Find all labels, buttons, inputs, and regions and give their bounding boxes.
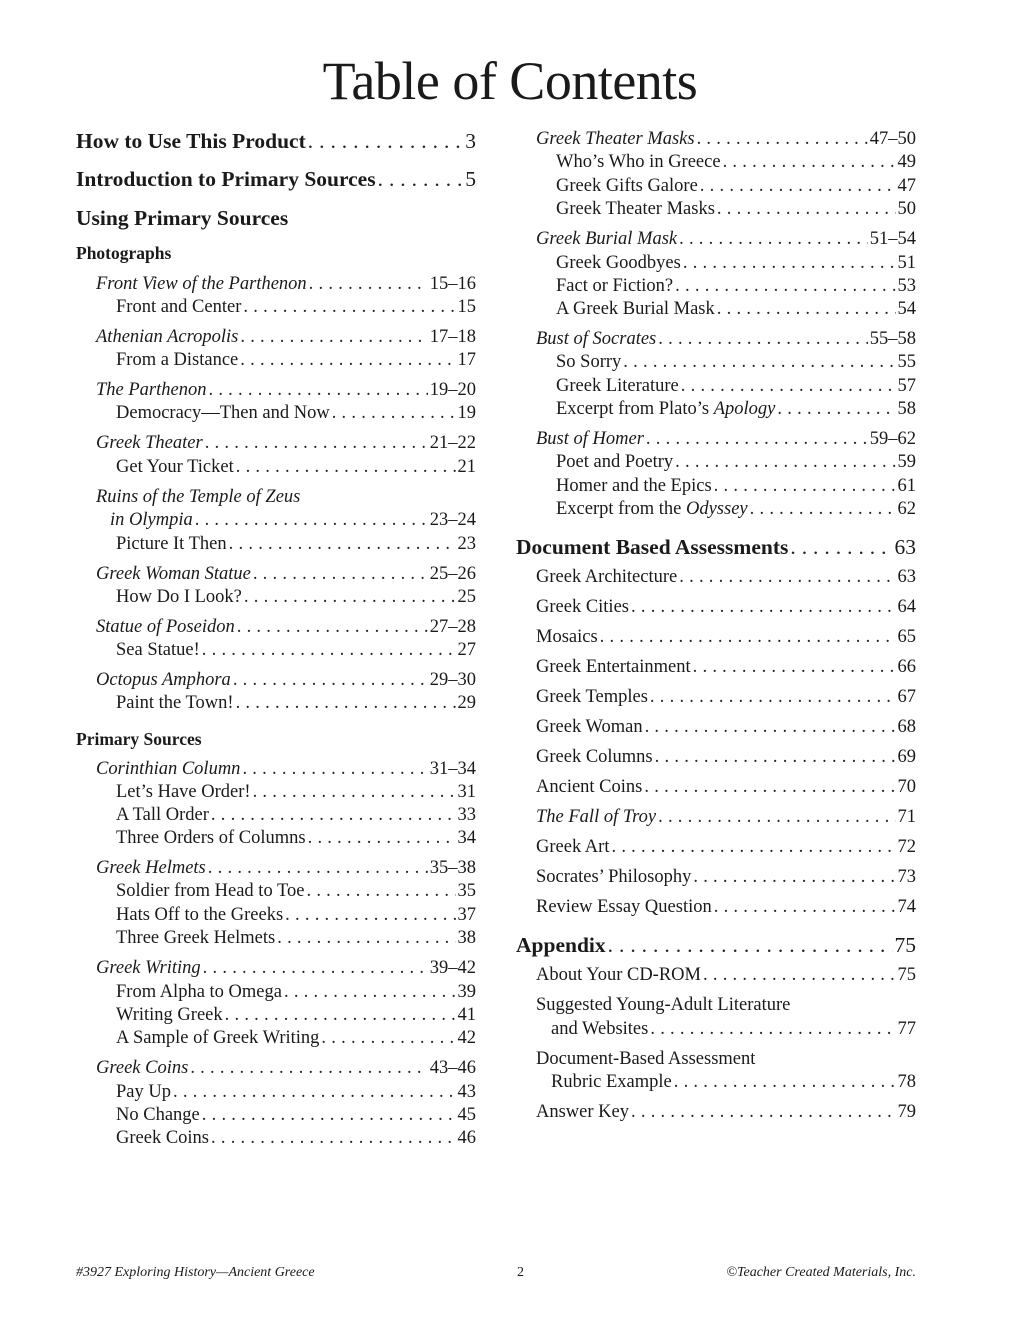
toc-entry [116,903,476,927]
dot-leader [631,595,896,619]
toc-entry-page: 75 [897,965,916,985]
toc-entry [76,727,476,751]
toc-entry-title: No Change [116,1105,200,1125]
toc-entry-title: Greek Woman Statue [96,564,251,584]
toc-entry-page: 35 [457,881,476,901]
toc-entry-title: Get Your Ticket [116,457,234,477]
dot-leader [790,533,892,561]
dot-leader [658,805,895,829]
toc-entry-title: Bust of Homer [536,429,644,449]
toc-entry-page: 27 [457,640,476,660]
toc-entry [116,803,476,827]
toc-entry-page: 70 [897,777,916,797]
dot-leader [655,745,896,769]
toc-entry [116,585,476,609]
toc-entry [96,1056,476,1080]
toc-entry-title: Ruins of the Temple of Zeus [96,487,301,507]
toc-entry [96,615,476,639]
toc-entry [116,1003,476,1027]
dot-leader [623,350,895,374]
footer-page-number: 2 [516,1265,524,1280]
dot-leader [190,1056,427,1080]
toc-entry-title: How to Use This Product [76,129,306,153]
dot-leader [717,197,896,221]
toc-entry [116,980,476,1004]
toc-entry-title: Suggested Young-Adult Literature [536,995,791,1015]
footer-copyright: ©Teacher Created Materials, Inc. [726,1265,916,1280]
toc-entry [96,668,476,692]
toc-entry [96,562,476,586]
toc-entry-title: Greek Art [536,837,610,857]
toc-entry-title: Greek Literature [556,376,679,396]
toc-entry [116,1126,476,1150]
toc-entry-title: Athenian Acropolis [96,327,239,347]
dot-leader [600,625,896,649]
toc-entry-title: Greek Temples [536,687,648,707]
toc-entry [116,780,476,804]
toc-entry-title: From a Distance [116,350,239,370]
toc-entry-page: 78 [897,1072,916,1092]
toc-entry-title: Greek Architecture [536,567,678,587]
toc-entry [536,993,916,1017]
toc-entry-title: Octopus Amphora [96,670,231,690]
toc-entry [551,1017,916,1041]
toc-entry-title: Introduction to Primary Sources [76,167,376,191]
toc-entry [76,165,476,193]
toc-entry [96,272,476,296]
toc-entry-title: Statue of Poseidon [96,617,235,637]
dot-leader [225,1003,456,1027]
dot-leader [681,374,896,398]
dot-leader [644,775,895,799]
toc-entry-title: Paint the Town! [116,693,234,713]
toc-entry-page: 53 [897,276,916,296]
toc-entry-page: 23–24 [429,510,476,530]
toc-entry-title: How Do I Look? [116,587,242,607]
toc-entry-title: Primary Sources [76,729,202,749]
toc-entry-title: Greek Burial Mask [536,229,678,249]
toc-entry [556,251,916,275]
dot-leader [777,397,895,421]
toc-entry-title: Pay Up [116,1082,171,1102]
toc-entry [556,174,916,198]
toc-entry [516,931,916,959]
dot-leader [750,497,896,521]
dot-leader [306,879,455,903]
toc-entry-page: 45 [457,1105,476,1125]
toc-entry-title: Greek Woman [536,717,643,737]
dot-leader [650,1017,895,1041]
toc-entry [536,655,916,679]
toc-entry-page: 33 [457,805,476,825]
toc-entry [116,455,476,479]
toc-entry-title: Excerpt from Plato’s [556,399,714,419]
toc-entry-page: 19 [457,403,476,423]
dot-leader [631,1100,896,1124]
toc-entry-title: A Greek Burial Mask [556,299,715,319]
dot-leader [244,585,456,609]
footer-book-title: #3927 Exploring History—Ancient Greece [76,1265,315,1280]
toc-entry-title: Using Primary Sources [76,206,289,230]
toc-entry [116,826,476,850]
dot-leader [240,348,455,372]
toc-entry-title: Corinthian Column [96,759,241,779]
dot-leader [679,565,895,589]
toc-entry [76,204,476,232]
toc-entry [96,757,476,781]
toc-entry-page: 59 [897,452,916,472]
toc-entry-page: 73 [897,867,916,887]
dot-leader [714,895,896,919]
toc-entry-page: 54 [897,299,916,319]
toc-entry [536,805,916,829]
dot-leader [658,327,868,351]
toc-entry-page: 35–38 [429,858,476,878]
toc-entry-page: 17 [457,350,476,370]
toc-entry [536,1100,916,1124]
toc-entry [116,638,476,662]
toc-entry [556,350,916,374]
toc-entry-page: 21–22 [429,433,476,453]
toc-entry [551,1070,916,1094]
toc-entry [556,450,916,474]
dot-leader [703,963,896,987]
toc-entry-page: 62 [897,499,916,519]
toc-entry [556,197,916,221]
toc-entry-title: So Sorry [556,352,622,372]
dot-leader [229,532,456,556]
toc-entry [96,856,476,880]
toc-entry-title: Greek Theater Masks [556,199,715,219]
toc-entry-title: A Sample of Greek Writing [116,1028,320,1048]
toc-entry-page: 39–42 [429,958,476,978]
toc-entry [536,595,916,619]
toc-entry-title: The Parthenon [96,380,207,400]
toc-entry-page: 46 [457,1128,476,1148]
toc-entry-page: 31–34 [429,759,476,779]
toc-entry-page: 3 [465,129,476,153]
toc-entry-page: 75 [894,933,916,957]
dot-leader [378,165,464,193]
toc-entry-title: Democracy—Then and Now [116,403,330,423]
toc-entry-page: 64 [897,597,916,617]
dot-leader [211,1126,456,1150]
dot-leader [650,685,896,709]
toc-entry [556,497,916,521]
toc-entry-title: Socrates’ Philosophy [536,867,692,887]
dot-leader [253,562,428,586]
toc-entry-title: Rubric Example [551,1072,672,1092]
toc-entry-title: Poet and Poetry [556,452,674,472]
toc-entry-page: 27–28 [429,617,476,637]
toc-entry [116,691,476,715]
toc-entry-page: 68 [897,717,916,737]
toc-entry [76,241,476,265]
toc-entry [116,1080,476,1104]
toc-entry-title: Let’s Have Order! [116,782,251,802]
toc-entry-page: 66 [897,657,916,677]
toc-entry-title-italic: Odyssey [685,499,748,519]
dot-leader [284,980,456,1004]
toc-entry-title: Who’s Who in Greece [556,152,721,172]
toc-entry-title-italic: Apology [713,399,776,419]
toc-entry [96,431,476,455]
dot-leader [608,931,893,959]
toc-entry-page: 37 [457,905,476,925]
toc-entry [116,1103,476,1127]
dot-leader [203,956,428,980]
toc-entry-page: 69 [897,747,916,767]
toc-entry [96,956,476,980]
toc-entry-page: 51–54 [869,229,916,249]
dot-leader [208,378,427,402]
toc-entry-title: Sea Statue! [116,640,200,660]
dot-leader [697,127,868,151]
toc-entry-title: Front and Center [116,297,242,317]
dot-leader [211,803,456,827]
toc-entry-title: Ancient Coins [536,777,643,797]
toc-entry [116,348,476,372]
toc-entry [536,775,916,799]
toc-entry-title: Writing Greek [116,1005,223,1025]
toc-entry [536,327,916,351]
page-footer [76,1265,916,1281]
toc-entry-page: 25 [457,587,476,607]
toc-entry [556,297,916,321]
dot-leader [202,1103,456,1127]
toc-entry [536,865,916,889]
toc-entry-page: 50 [897,199,916,219]
toc-entry [536,835,916,859]
toc-entry-page: 71 [897,807,916,827]
dot-leader [205,431,428,455]
toc-entry-title: Greek Cities [536,597,629,617]
toc-entry-title: Document Based Assessments [516,535,789,559]
toc-entry-page: 43–46 [429,1058,476,1078]
dot-leader [308,826,456,850]
toc-entry [556,474,916,498]
toc-entry [536,1047,916,1071]
toc-entry-page: 49 [897,152,916,172]
dot-leader [675,450,895,474]
toc-entry [116,401,476,425]
toc-entry-page: 57 [897,376,916,396]
toc-entry-title: Hats Off to the Greeks [116,905,284,925]
toc-entry-title: Greek Theater Masks [536,129,695,149]
toc-entry-page: 17–18 [429,327,476,347]
dot-leader [309,272,428,296]
dot-leader [308,127,464,155]
toc-entry [536,127,916,151]
dot-leader [277,926,455,950]
toc-entry [536,715,916,739]
toc-entry-page: 15–16 [429,274,476,294]
toc-entry-page: 19–20 [429,380,476,400]
dot-leader [693,865,895,889]
dot-leader [202,638,456,662]
toc-entry-title: Greek Columns [536,747,653,767]
toc-entry [96,485,476,509]
dot-leader [674,1070,896,1094]
toc-entry-title: Picture It Then [116,534,227,554]
toc-entry-page: 63 [897,567,916,587]
dot-leader [646,427,868,451]
toc-entry [536,565,916,589]
toc-entry-title: Greek Helmets [96,858,206,878]
page-title: Table of Contents [322,51,698,111]
toc-entry-page: 67 [897,687,916,707]
dot-leader [645,715,896,739]
dot-leader [683,251,896,275]
toc-entry-title: and Websites [551,1019,649,1039]
toc-entry [536,625,916,649]
dot-leader [717,297,896,321]
toc-entry [116,1026,476,1050]
toc-entry-page: 5 [465,167,476,191]
toc-entry-page: 21 [457,457,476,477]
dot-leader [240,325,427,349]
toc-entry-title: Greek Coins [116,1128,209,1148]
toc-entry-title: Greek Gifts Galore [556,176,698,196]
dot-leader [285,903,455,927]
toc-entry-page: 77 [897,1019,916,1039]
dot-leader [233,668,428,692]
toc-entry [110,508,476,532]
toc-entry [96,378,476,402]
dot-leader [700,174,896,198]
dot-leader [253,780,456,804]
toc-entry-page: 34 [457,828,476,848]
toc-entry [536,745,916,769]
toc-entry-title: Three Greek Helmets [116,928,276,948]
toc-entry-page: 59–62 [869,429,916,449]
toc-entry-page: 29 [457,693,476,713]
toc-entry [116,926,476,950]
toc-entry-title: Greek Goodbyes [556,253,681,273]
toc-entry-page: 65 [897,627,916,647]
toc-entry [96,325,476,349]
toc-entry [76,127,476,155]
toc-entry-page: 38 [457,928,476,948]
dot-leader [237,615,428,639]
toc-entry-page: 23 [457,534,476,554]
toc-entry-title: From Alpha to Omega [116,982,282,1002]
dot-leader [195,508,428,532]
dot-leader [675,274,895,298]
dot-leader [208,856,428,880]
toc-entry-title: Greek Theater [96,433,203,453]
dot-leader [723,150,896,174]
toc-entry [536,227,916,251]
toc-entry [116,532,476,556]
toc-entry-title: Excerpt from the [556,499,686,519]
toc-entry-title: Greek Entertainment [536,657,691,677]
toc-entry-page: 29–30 [429,670,476,690]
toc-entry-title: Appendix [516,933,606,957]
toc-entry-page: 25–26 [429,564,476,584]
toc-entry-title: Fact or Fiction? [556,276,674,296]
toc-entry-title: A Tall Order [116,805,209,825]
toc-entry-title: Answer Key [536,1102,629,1122]
toc-entry-page: 79 [897,1102,916,1122]
toc-entry-page: 51 [897,253,916,273]
toc-entry-page: 61 [897,476,916,496]
toc-entry-title: The Fall of Troy [536,807,657,827]
toc-entry [516,533,916,561]
toc-entry-title: Review Essay Question [536,897,712,917]
toc-entry-title: Photographs [76,243,172,263]
dot-leader [679,227,868,251]
toc-entry [556,150,916,174]
toc-entry-title: Mosaics [536,627,598,647]
toc-entry-page: 43 [457,1082,476,1102]
toc-entry-page: 74 [897,897,916,917]
toc-entry-page: 31 [457,782,476,802]
dot-leader [332,401,456,425]
toc-entry-page: 63 [894,535,916,559]
dot-leader [236,455,456,479]
toc-entry-title: Front View of the Parthenon [96,274,307,294]
toc-entry-title: Greek Writing [96,958,201,978]
toc-entry-title: in Olympia [110,510,193,530]
toc-entry-page: 55–58 [869,329,916,349]
toc-entry-page: 55 [897,352,916,372]
toc-entry-title: About Your CD-ROM [536,965,701,985]
toc-entry-title: Document-Based Assessment [536,1049,756,1069]
toc-entry-title: Greek Coins [96,1058,189,1078]
toc-entry [536,427,916,451]
toc-entry-title: Homer and the Epics [556,476,712,496]
toc-entry [556,274,916,298]
toc-entry-page: 42 [457,1028,476,1048]
toc-entry [116,295,476,319]
toc-entry-page: 72 [897,837,916,857]
dot-leader [611,835,895,859]
toc-entry [536,963,916,987]
toc-entry-page: 15 [457,297,476,317]
dot-leader [173,1080,456,1104]
dot-leader [714,474,896,498]
dot-leader [321,1026,455,1050]
toc-entry-title: Three Orders of Columns [116,828,306,848]
toc-entry [556,374,916,398]
toc-entry-page: 58 [897,399,916,419]
toc-entry [116,879,476,903]
toc-entry-page: 41 [457,1005,476,1025]
dot-leader [243,295,455,319]
dot-leader [236,691,456,715]
toc-entry-title: Bust of Socrates [536,329,657,349]
toc-entry-page: 47–50 [869,129,916,149]
toc-entry-title: Soldier from Head to Toe [116,881,305,901]
toc-entry [556,397,916,421]
toc-entry-page: 39 [457,982,476,1002]
toc-entry [536,895,916,919]
toc-entry-page: 47 [897,176,916,196]
toc-entry [536,685,916,709]
dot-leader [693,655,896,679]
dot-leader [242,757,427,781]
